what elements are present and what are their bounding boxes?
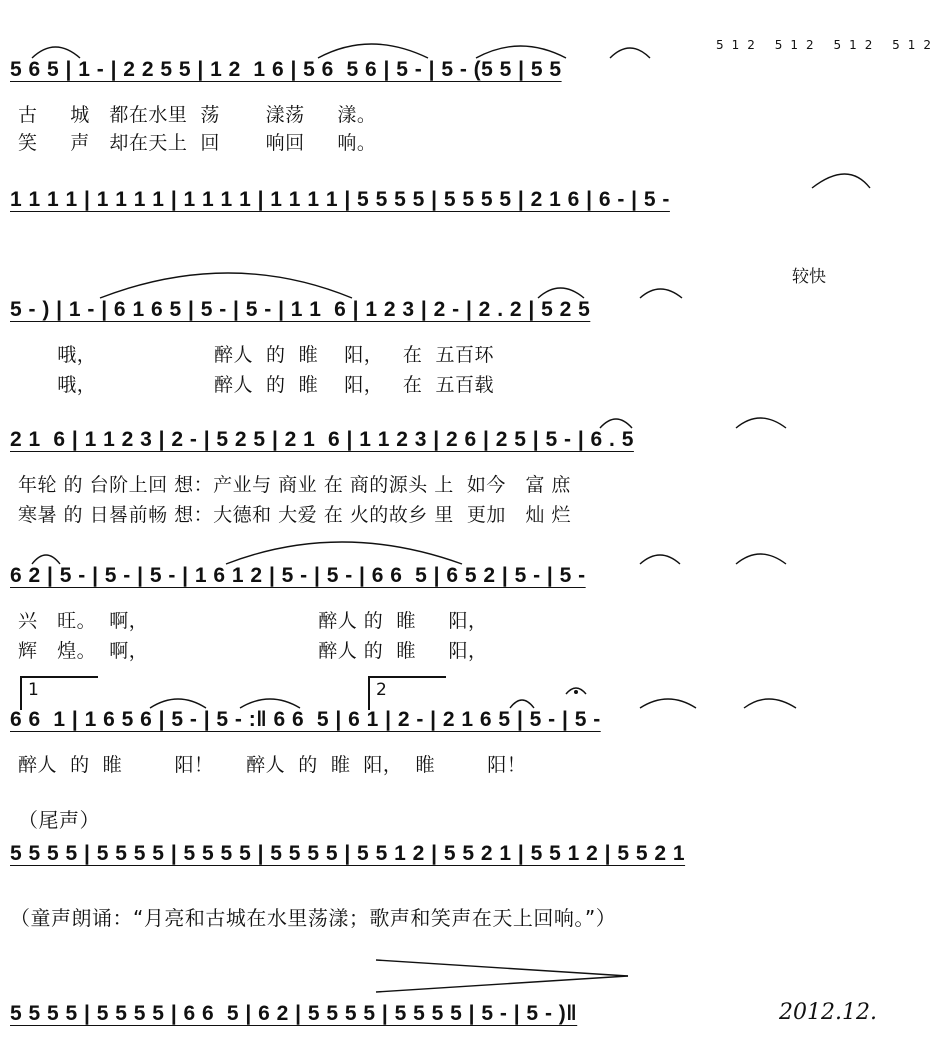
notes-system-6: 6 6 1 | 1 6 5 6 | 5 - | 5 - :‖ 6 6 5 | 6 1 | 2 - | 2 1 6 5 | 5 - | 5 - [10,708,601,731]
lyric-system-3-verse-2: 哦， 醉人 的 睢 阳， 在 五百载 [18,374,494,396]
lyric-system-4-verse-2: 寒暑 的 日晷前畅 想：大德和 大爱 在 火的故乡 里 更加 灿 烂 [18,504,572,526]
recitation-text: （童声朗诵：“月亮和古城在水里荡漾；歌声和笑声在天上回响。”） [10,906,617,930]
lyric-system-5-verse-2: 辉 煌。 啊， 醉人 的 睢 阳， [18,640,488,662]
coda-label: （尾声） [18,808,100,832]
lyric-system-1-verse-1: 古 城 都在水里 荡 漾荡 漾。 [18,104,377,126]
notes-final: 5 5 5 5 | 5 5 5 5 | 6 6 5 | 6 2 | 5 5 5 5 | 5 5 5 5 | 5 - | 5 - )‖ [10,1002,578,1025]
lyric-system-5-verse-1: 兴 旺。 啊， 醉人 的 睢 阳， [18,610,488,632]
grace-notes: 512 512 512 512 [716,38,939,52]
notes-system-2: 1 1 1 1 | 1 1 1 1 | 1 1 1 1 | 1 1 1 1 | 5 5 5 5 | 5 5 5 5 | 2 1 6 | 6 - | 5 - [10,188,670,211]
notes-system-5: 6 2 | 5 - | 5 - | 5 - | 1 6 1 2 | 5 - | 5 - | 6 6 5 | 6 5 2 | 5 - | 5 - [10,564,586,587]
lyric-system-3-verse-1: 哦， 醉人 的 睢 阳， 在 五百环 [18,344,494,366]
tempo-mark: 较快 [792,267,826,287]
composition-date: 2012.12. [779,1000,877,1025]
lyric-system-4-verse-1: 年轮 的 台阶上回 想：产业与 商业 在 商的源头 上 如今 富 庶 [18,474,572,496]
notes-system-3: 5 - ) | 1 - | 6 1 6 5 | 5 - | 5 - | 1 1 6 | 1 2 3 | 2 - | 2 . 2 | 5 2 5 [10,298,591,321]
notes-system-4: 2 1 6 | 1 1 2 3 | 2 - | 5 2 5 | 2 1 6 | 1 1 2 3 | 2 6 | 2 5 | 5 - | 6 . 5 [10,428,634,451]
notes-system-1: 5 6 5 | 1 - | 2 2 5 5 | 1 2 1 6 | 5 6 5 6 | 5 - | 5 - (5 5 | 5 5 [10,58,562,81]
volta-1: 1 [20,676,98,710]
volta-2: 2 [368,676,446,710]
lyric-system-1-verse-2: 笑 声 却在天上 回 响回 响。 [18,132,377,154]
lyric-system-6: 醉人 的 睢 阳！ 醉人 的 睢 阳， 睢 阳！ [18,754,527,776]
notes-coda: 5 5 5 5 | 5 5 5 5 | 5 5 5 5 | 5 5 5 5 | 5 5 1 2 | 5 5 2 1 | 5 5 1 2 | 5 5 2 1 [10,842,686,865]
